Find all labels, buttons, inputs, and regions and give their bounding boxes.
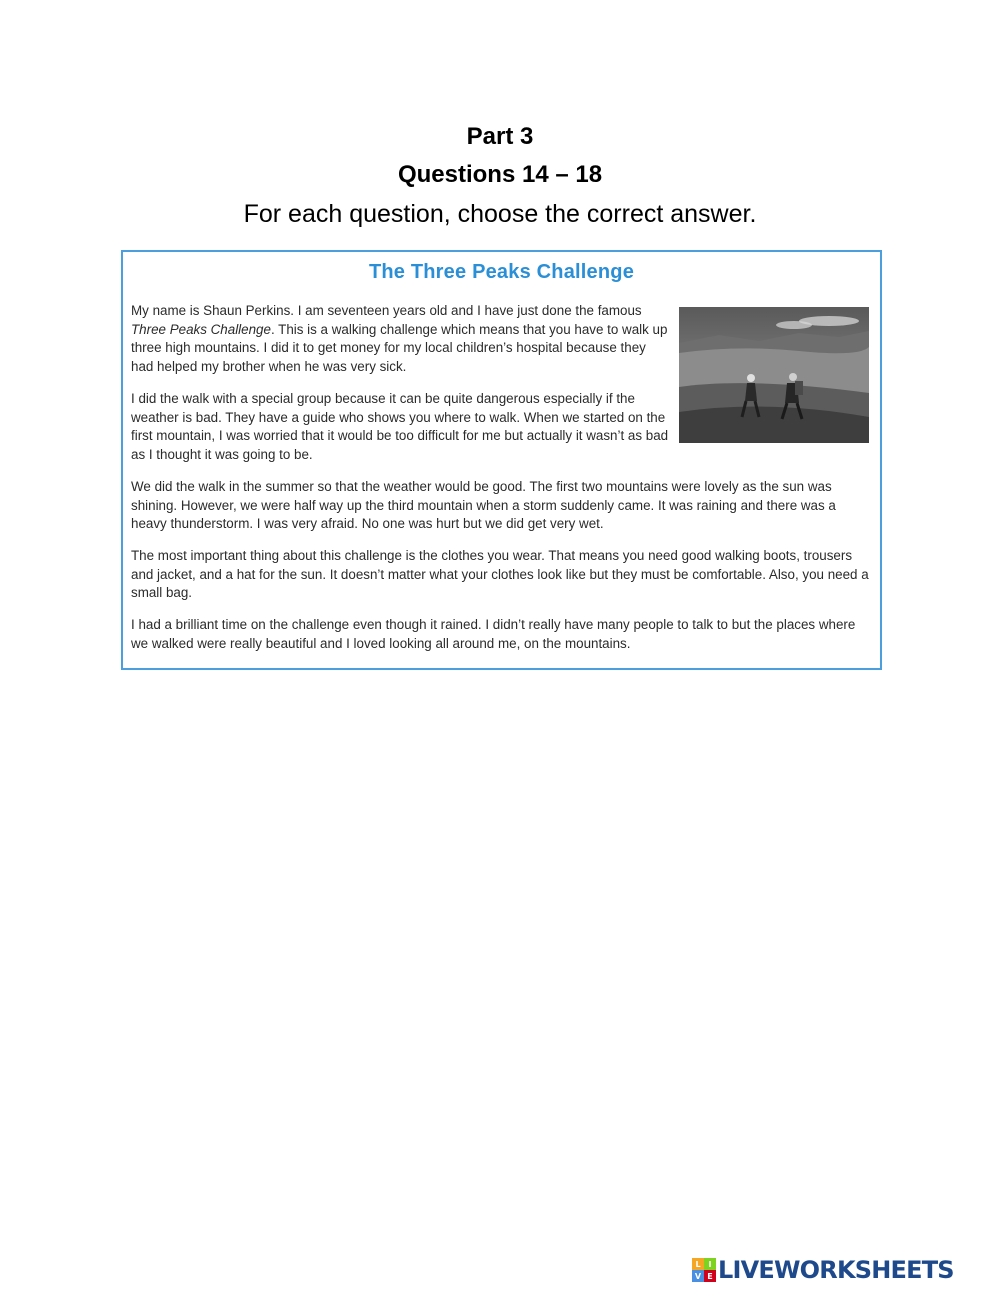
paragraph-5: I had a brilliant time on the challenge even though it rained. I didn’t really have many people to talk to but the places where we walked were really beautiful and I loved looking all around me, on the mountains.	[131, 617, 856, 651]
paragraph-3: We did the walk in the summer so that the weather would be good. The first two mountains were lovely as the sun was shining. However, we were half way up the third mountain when a storm suddenly came. It was raining and there was a heavy thunderstorm. I was very afraid. No one was hurt but we did get very wet.	[131, 479, 836, 532]
paragraph-1-end: . This is a walking challenge which means that you have to walk up three high mountains. I did it to get money for my local children’s hospital because they had helped my brother when he was very sick.	[131, 321, 668, 374]
page-header	[0, 118, 1000, 234]
paragraph-2: I did the walk with a special group because it can be quite dangerous especially if the weather is bad. They have a guide who shows you where to walk. When we started on the first mountain, I was worried that it would be too difficult for me but actually it wasn’t as bad as I thought it was going to be.	[131, 391, 669, 462]
mountain-hikers-photo-drawing	[679, 307, 869, 443]
logo-text: LIVEWORKSHEETS	[718, 1256, 954, 1284]
logo-mark-letter: I	[704, 1258, 716, 1270]
article-title: The Three Peaks Challenge	[368, 261, 635, 283]
questions-heading: Questions 14 – 18	[397, 161, 603, 188]
logo-mark-letter: V	[692, 1270, 704, 1282]
paragraph-1-start: My name is Shaun Perkins. I am seventeen years old and I have just done the famous	[131, 303, 642, 318]
logo-mark-icon	[692, 1258, 716, 1282]
mountain-hikers-photo	[679, 307, 869, 443]
instruction-text: For each question, choose the correct answer.	[243, 200, 757, 228]
logo-mark-letter: E	[704, 1270, 716, 1282]
reading-passage-box	[121, 250, 882, 670]
part-heading: Part 3	[466, 123, 534, 150]
logo-mark-letter: L	[692, 1258, 704, 1270]
challenge-name: Three Peaks Challenge	[131, 321, 271, 337]
liveworksheets-logo	[692, 1254, 954, 1286]
paragraph-4: The most important thing about this challenge is the clothes you wear. That means you need good walking boots, trousers and jacket, and a hat for the sun. It doesn’t matter what your clothes look like but they must be comfortable. Also, you need a small bag.	[131, 548, 869, 601]
paragraph-1	[131, 302, 671, 376]
